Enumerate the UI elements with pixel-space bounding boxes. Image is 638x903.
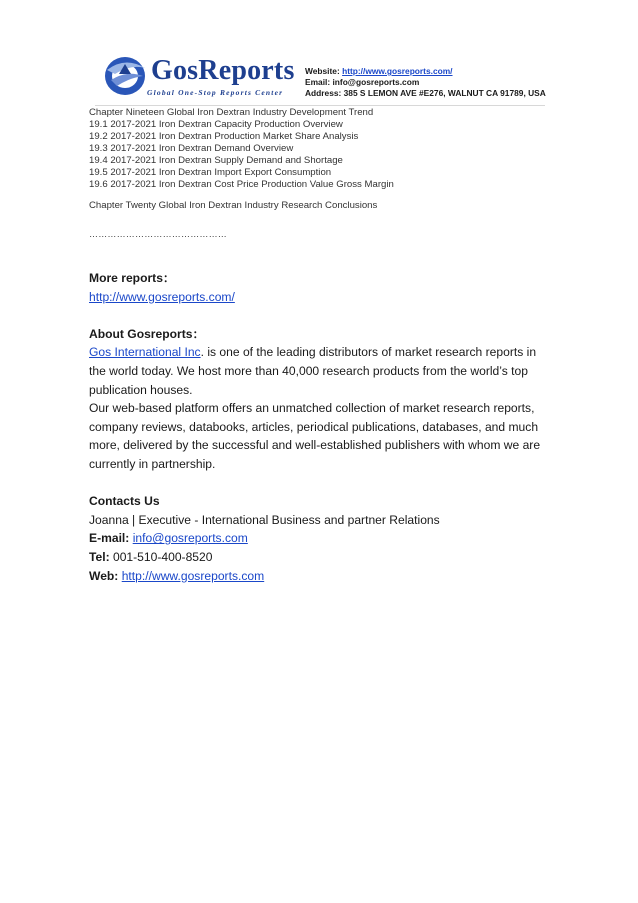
toc-item: 19.6 2017-2021 Iron Dextran Cost Price Production Value Gross Margin xyxy=(89,179,394,190)
toc-item: 19.5 2017-2021 Iron Dextran Import Export Consumption xyxy=(89,167,332,178)
logo-wordmark: GosReports xyxy=(151,55,295,86)
header-website-line: Website: http://www.gosreports.com/ xyxy=(305,66,453,76)
contacts-heading: Contacts Us xyxy=(89,494,160,509)
table-of-contents xyxy=(89,107,394,212)
about-heading: About Gosreports： xyxy=(89,326,205,341)
more-reports-link[interactable]: http://www.gosreports.com/ xyxy=(89,289,235,304)
header-email-line: Email: info@gosreports.com xyxy=(305,77,420,87)
contact-web-line: Web: http://www.gosreports.com xyxy=(89,568,265,583)
chapter-20-title: Chapter Twenty Global Iron Dextran Industry Research Conclusions xyxy=(89,200,378,211)
toc-item: 19.3 2017-2021 Iron Dextran Demand Overview xyxy=(89,143,294,154)
contact-tel-line: Tel: 001-510-400-8520 xyxy=(89,549,213,564)
contact-email-line: E-mail: info@gosreports.com xyxy=(89,531,248,546)
contact-email-link[interactable]: info@gosreports.com xyxy=(132,531,248,546)
contact-web-link[interactable]: http://www.gosreports.com xyxy=(121,568,265,583)
chapter-19-title: Chapter Nineteen Global Iron Dextran Industry Development Trend xyxy=(89,107,374,118)
company-link[interactable]: Gos International Inc xyxy=(89,345,201,360)
letterhead xyxy=(95,48,545,104)
header-website-link[interactable]: http://www.gosreports.com/ xyxy=(342,66,453,76)
header-contact-block xyxy=(305,66,546,99)
header-divider xyxy=(95,105,545,106)
more-reports-heading: More reports： xyxy=(89,271,176,285)
contact-person: Joanna | Executive - International Business and partner Relations xyxy=(89,512,440,527)
header-address-line: Address: 385 S LEMON AVE #E276, WALNUT CA 91789, USA xyxy=(305,88,546,98)
logo-tagline: Global One-Stop Reports Center xyxy=(147,88,284,97)
about-paragraph-1: Gos International Inc. is one of the leading distributors of market research reports in the world today. We host more than 40,000 research products from the world’s top publication houses. xyxy=(89,345,537,397)
ellipsis-line: ……………………………………… xyxy=(89,229,227,239)
gosreports-logo xyxy=(95,48,300,104)
globe-swoosh-icon xyxy=(101,50,151,98)
report-body xyxy=(89,269,549,585)
toc-item: 19.2 2017-2021 Iron Dextran Production Market Share Analysis xyxy=(89,131,359,142)
about-paragraph-2: Our web-based platform offers an unmatched collection of market research reports, company reviews, databooks, articles, periodical publications, databases, and much more, delivered by the successful and well-established publishers with whom we are currently in partnership. xyxy=(89,401,541,471)
toc-item: 19.1 2017-2021 Iron Dextran Capacity Production Overview xyxy=(89,119,343,130)
toc-item: 19.4 2017-2021 Iron Dextran Supply Demand and Shortage xyxy=(89,155,343,166)
